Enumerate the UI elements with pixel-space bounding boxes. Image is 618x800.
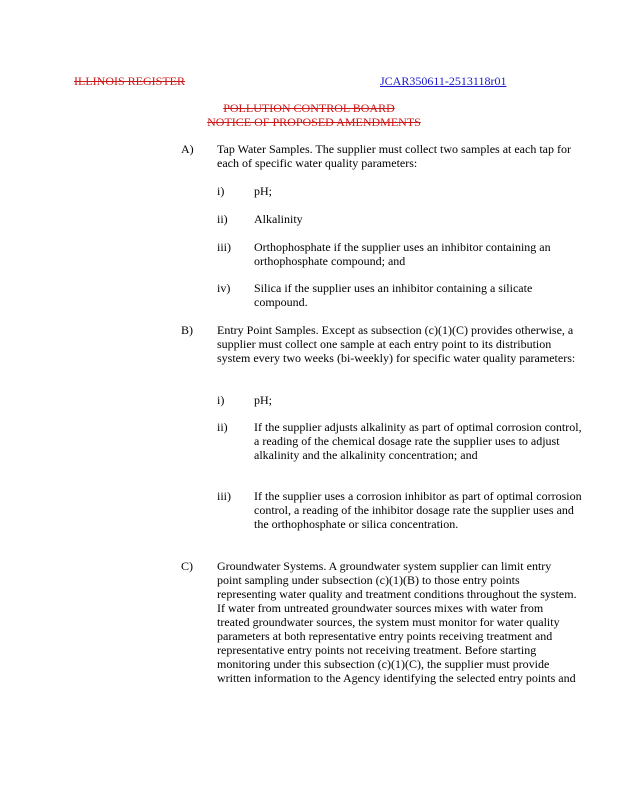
item-label: i) <box>217 184 225 198</box>
section-label: A) <box>181 142 194 156</box>
item-label: ii) <box>217 420 228 434</box>
section-text: Groundwater Systems. A groundwater system supplier can limit entry point sampling under subsection (c)(1)(B) to those entry points representing water quality and treatment conditions throughout the system. If water from untreated groundwater sources mixes with water from treated groundwater sources, the system must monitor for water quality parameters at both representative entry points receiving treatment and representative entry points not receiving treatment. Before starting monitoring under this subsection (c)(1)(C), the supplier must provide written information to the Agency identifying the selected entry points and <box>217 559 577 685</box>
item-label: iii) <box>217 489 231 503</box>
item-label: i) <box>217 393 225 407</box>
item-text: If the supplier adjusts alkalinity as part of optimal corrosion control, a reading of the chemical dosage rate the supplier uses to adjust alkalinity and the alkalinity concentration; and <box>254 420 582 462</box>
item-text: Alkalinity <box>254 212 303 226</box>
section-label: B) <box>181 323 193 337</box>
section-text: Tap Water Samples. The supplier must collect two samples at each tap for each of specific water quality parameters: <box>217 142 571 170</box>
section-text: Entry Point Samples. Except as subsection (c)(1)(C) provides otherwise, a supplier must collect one sample at each entry point to its distribution system every two weeks (bi-weekly) for specific water quality parameters: <box>217 323 576 365</box>
register-name: ILLINOIS REGISTER <box>74 74 185 88</box>
item-text: If the supplier uses a corrosion inhibitor as part of optimal corrosion control, a reading of the inhibitor dosage rate the supplier uses and the orthophosphate or silica concentration. <box>254 489 582 531</box>
section-label: C) <box>181 559 193 573</box>
document-code-link[interactable]: JCAR350611-2513118r01 <box>380 74 507 88</box>
item-text: pH; <box>254 184 272 198</box>
item-text: pH; <box>254 393 272 407</box>
item-text: Silica if the supplier uses an inhibitor containing a silicate compound. <box>254 281 533 309</box>
item-label: ii) <box>217 212 228 226</box>
item-label: iii) <box>217 240 231 254</box>
item-text: Orthophosphate if the supplier uses an inhibitor containing an orthophosphate compound; and <box>254 240 551 268</box>
notice-title: NOTICE OF PROPOSED AMENDMENTS <box>207 115 421 129</box>
board-title: POLLUTION CONTROL BOARD <box>223 101 395 115</box>
item-label: iv) <box>217 281 231 295</box>
